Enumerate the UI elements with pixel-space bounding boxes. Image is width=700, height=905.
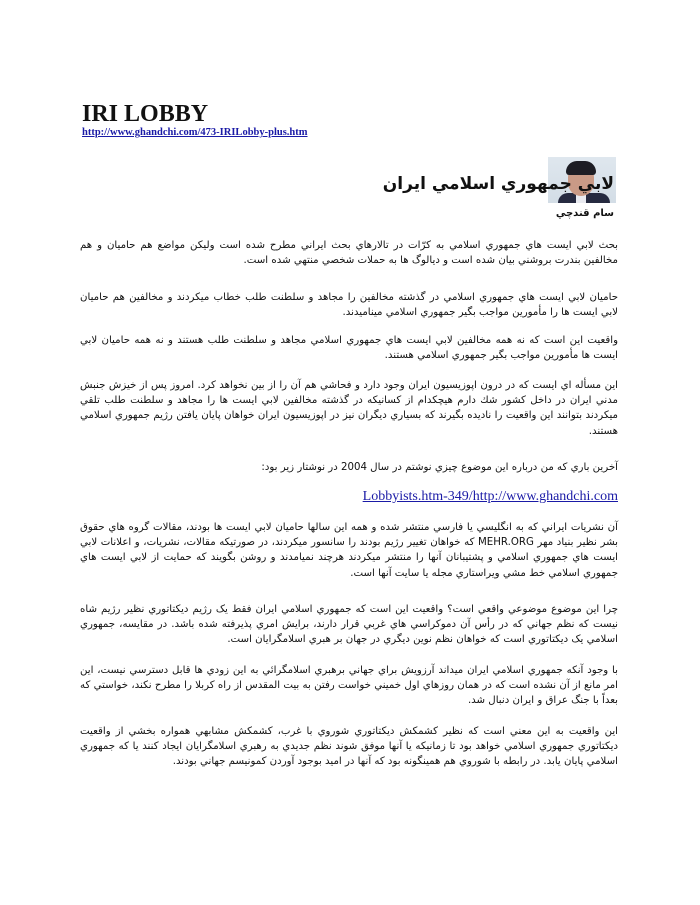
paragraph-2: حاميان لابي ايست هاي جمهوري اسلامي در گذشته مخالفين را مجاهد و سلطنت طلب خطاب ميكردند و مخالفين هم حاميان لابي ايست ها را مأمورين مواجب بگير جمهوري اسلامي ميناميدند. [80,292,618,319]
source-url-link[interactable]: http://www.ghandchi.com/473-IRILobby-plus.htm [82,127,308,138]
paragraph-7: چرا اين موضوع موضوعي واقعي است؟ واقعيت اين است كه جمهوري اسلامي ايران فقط يک رژيم ديكتاتوري نظير رژيم شاه نيست كه نظم جهاني كه در رأس آن دموكراسي هاي غربي قرار دارند، برايش امري پذيرفته شده باشد. در مقايسه، جمهوري اسلامي يک ديكتاتوري است كه خواهان نظم نوين ديگري در جهان بر هبري اسلامگرايان است. [80,604,618,646]
author-name: سام قندچي [555,208,614,219]
paragraph-6: آن نشريات ايراني كه به انگليسي يا فارسي منتشر شده و همه اين سالها حاميان لابي ايست ها بودند، مقالات گروه هاي حقوق بشر نظير بنياد مهر MEHR.ORG كه خواهان تغيير رژيم بودند را سانسور ميكردند، در صورتيكه مقالات، نشريات، و اعلانات لابي ايست هاي جمهوري اسلامي و پشتيبانان آنها را منتشر ميكردند هرچند نميامدند و روشن بگويند كه حمايت از لابي ايست هاي جمهوري اسلامي خط مشي ويراستاري مجله يا سايت آنها است. [80,522,618,579]
paragraph-3: واقعيت اين است كه نه همه مخالفين لابي ايست هاي جمهوري اسلامي مجاهد و سلطنت طلب هستند و نه همه حاميان لابي ايست ها مأمورين مواجب بگير جمهوري اسلامي هستند. [80,335,618,362]
paragraph-8: با وجود آنكه جمهوري اسلامي ايران ميداند آرزويش براي جهاني برهبري اسلامگرائي به اين زودي ها قابل دسترسي نيست، اين امر مانع از آن نشده است كه در همان روزهاي اول خميني خواست رفتن به بيت المقدس از راه كربلا را مطرح نكند، خواستي كه بعداً با جنگ عراق و ايران دنبال شد. [80,665,618,707]
paragraph-5: آخرين باري كه من درباره اين موضوع چيزي نوشتم در سال 2004 در نوشتار زير بود: [261,462,618,473]
paragraph-1: بحث لابي ايست هاي جمهوري اسلامي به كرّات در تالارهاي بحث ايراني مطرح شده است وليكن مواضع هم حاميان و هم مخالفين بندرت بروشني بيان شده است و ديالوگ ها به حملات شخصي منتهي شده است. [80,240,618,267]
document-title: IRI LOBBY [82,101,209,127]
lobbyists-article-link[interactable]: Lobbyists.htm-349/http://www.ghandchi.com [362,489,618,504]
paragraph-4: اين مسأله اي ايست كه در درون اپوزيسيون ايران وجود دارد و فحاشي هم آن را از بين نخواهد كرد. امروز پس از خيزش جنبش مدني ايران در داخل كشور شك دارم هيچكدام از كسانيكه در گذشته مخالفين لابي ايست ها را مجاهد و سلطنت طلب تلقي ميكردند بتوانند اين واقعيت را ناديده بگيرند كه بسياري ديگران نيز در اپوزيسيون ايران خواهان پايان يافتن رژيم جمهوري اسلامي هستند. [80,380,618,437]
article-heading: لابي جمهوري اسلامي ايران [382,174,614,194]
paragraph-9: اين واقعيت به اين معني است كه نظير كشمكش ديكتاتوري شوروي با غرب، كشمكش مشابهي همواره بخشي از واقعيت ديكتاتوري جمهوري اسلامي خواهد بود تا زمانيكه يا آنها موفق شوند نظم جديدي به رهبري اسلامگرايان ايجاد كنند يا كه جمهوري اسلامي پايان يابد. در رابطه با شوروي هم همينگونه بود كه آنها در اميد بوجود آوردن كمونيسم جهاني بودند. [80,726,618,768]
